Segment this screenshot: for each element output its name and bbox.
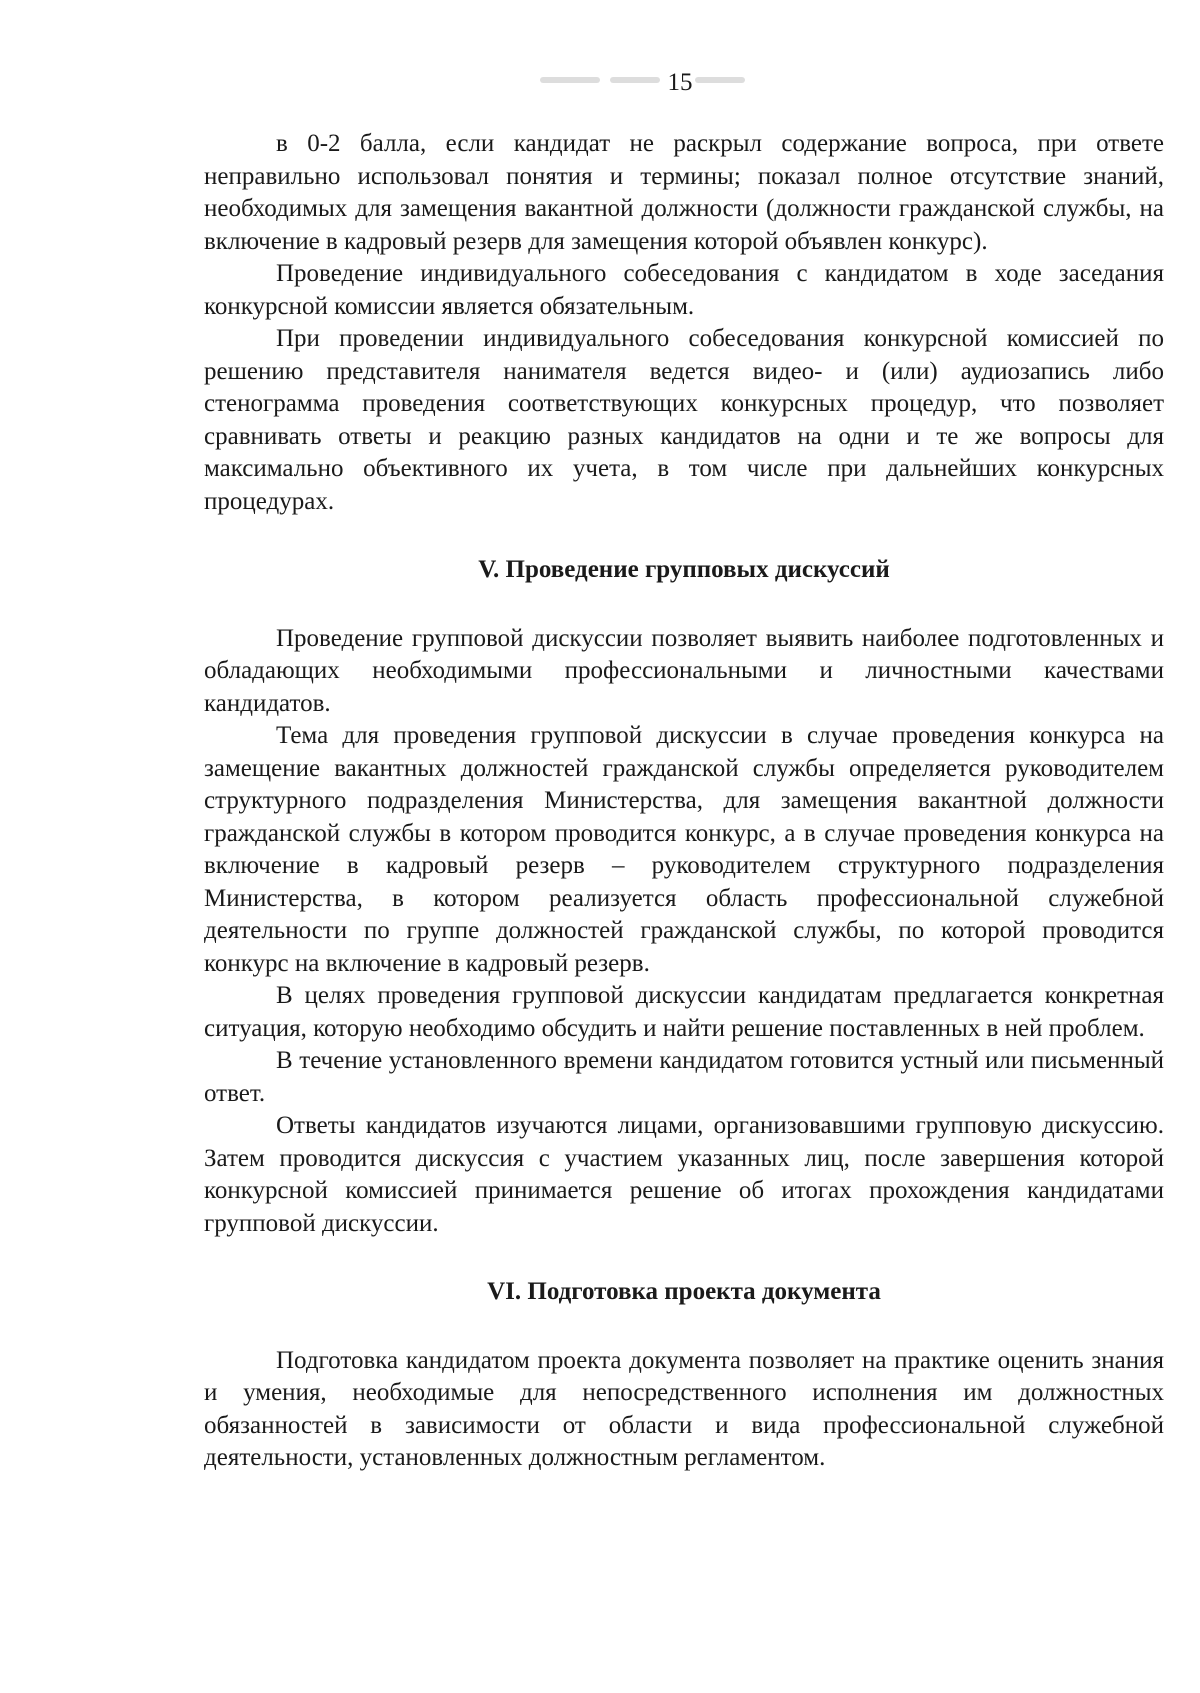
paragraph: Подготовка кандидатом проекта документа позволяет на практике оценить знания и умения, необходимые для непосредственного исполнения им должностных обязанностей в зависимости от области и вида профессиональной служебной деятельности, установленных должностным регламентом. xyxy=(204,1346,1164,1471)
document-body xyxy=(204,128,1164,1475)
paragraph: в 0-2 балла, если кандидат не раскрыл содержание вопроса, при ответе неправильно использовал понятия и термины; показал полное отсутствие знаний, необходимых для замещения вакантной должности (должности гражданской службы, на включение в кадровый резерв для замещения которой объявлен конкурс). xyxy=(204,130,1164,255)
paragraph: Тема для проведения групповой дискуссии в случае проведения конкурса на замещение вакантных должностей гражданской службы определяется руководителем структурного подразделения Министерства, для замещения вакантной должности гражданской службы в котором проводится конкурс, а в случае проведения конкурса на включение в кадровый резерв – руководителем структурного подразделения Министерства, в котором реализуется область профессиональной служебной деятельности по группе должностей гражданской службы, по которой проводится конкурс на включение в кадровый резерв. xyxy=(204,722,1164,977)
paragraph: В течение установленного времени кандидатом готовится устный или письменный ответ. xyxy=(204,1047,1164,1107)
paragraph: Проведение индивидуального собеседования с кандидатом в ходе заседания конкурсной комиссии является обязательным. xyxy=(204,260,1164,320)
section-heading: V. Проведение групповых дискуссий xyxy=(478,556,890,583)
section-heading: VI. Подготовка проекта документа xyxy=(487,1278,881,1305)
paragraph: Ответы кандидатов изучаются лицами, организовавшими групповую дискуссию. Затем проводится дискуссия с участием указанных лиц, после завершения которой конкурсной комиссией принимается решение об итогах прохождения кандидатами групповой дискуссии. xyxy=(204,1112,1164,1237)
paragraph: В целях проведения групповой дискуссии кандидатам предлагается конкретная ситуация, которую необходимо обсудить и найти решение поставленных в ней проблем. xyxy=(204,982,1164,1042)
paragraph: Проведение групповой дискуссии позволяет выявить наиболее подготовленных и обладающих необходимыми профессиональными и личностными качествами кандидатов. xyxy=(204,624,1164,717)
paragraph: При проведении индивидуального собеседования конкурсной комиссией по решению представителя нанимателя ведется видео- и (или) аудиозапись либо стенограмма проведения соответствующих конкурсных процедур, что позволяет сравнивать ответы и реакцию разных кандидатов на одни и те же вопросы для максимально объективного их учета, в том числе при дальнейших конкурсных процедурах. xyxy=(204,325,1164,515)
page-number: 15 xyxy=(667,69,693,96)
